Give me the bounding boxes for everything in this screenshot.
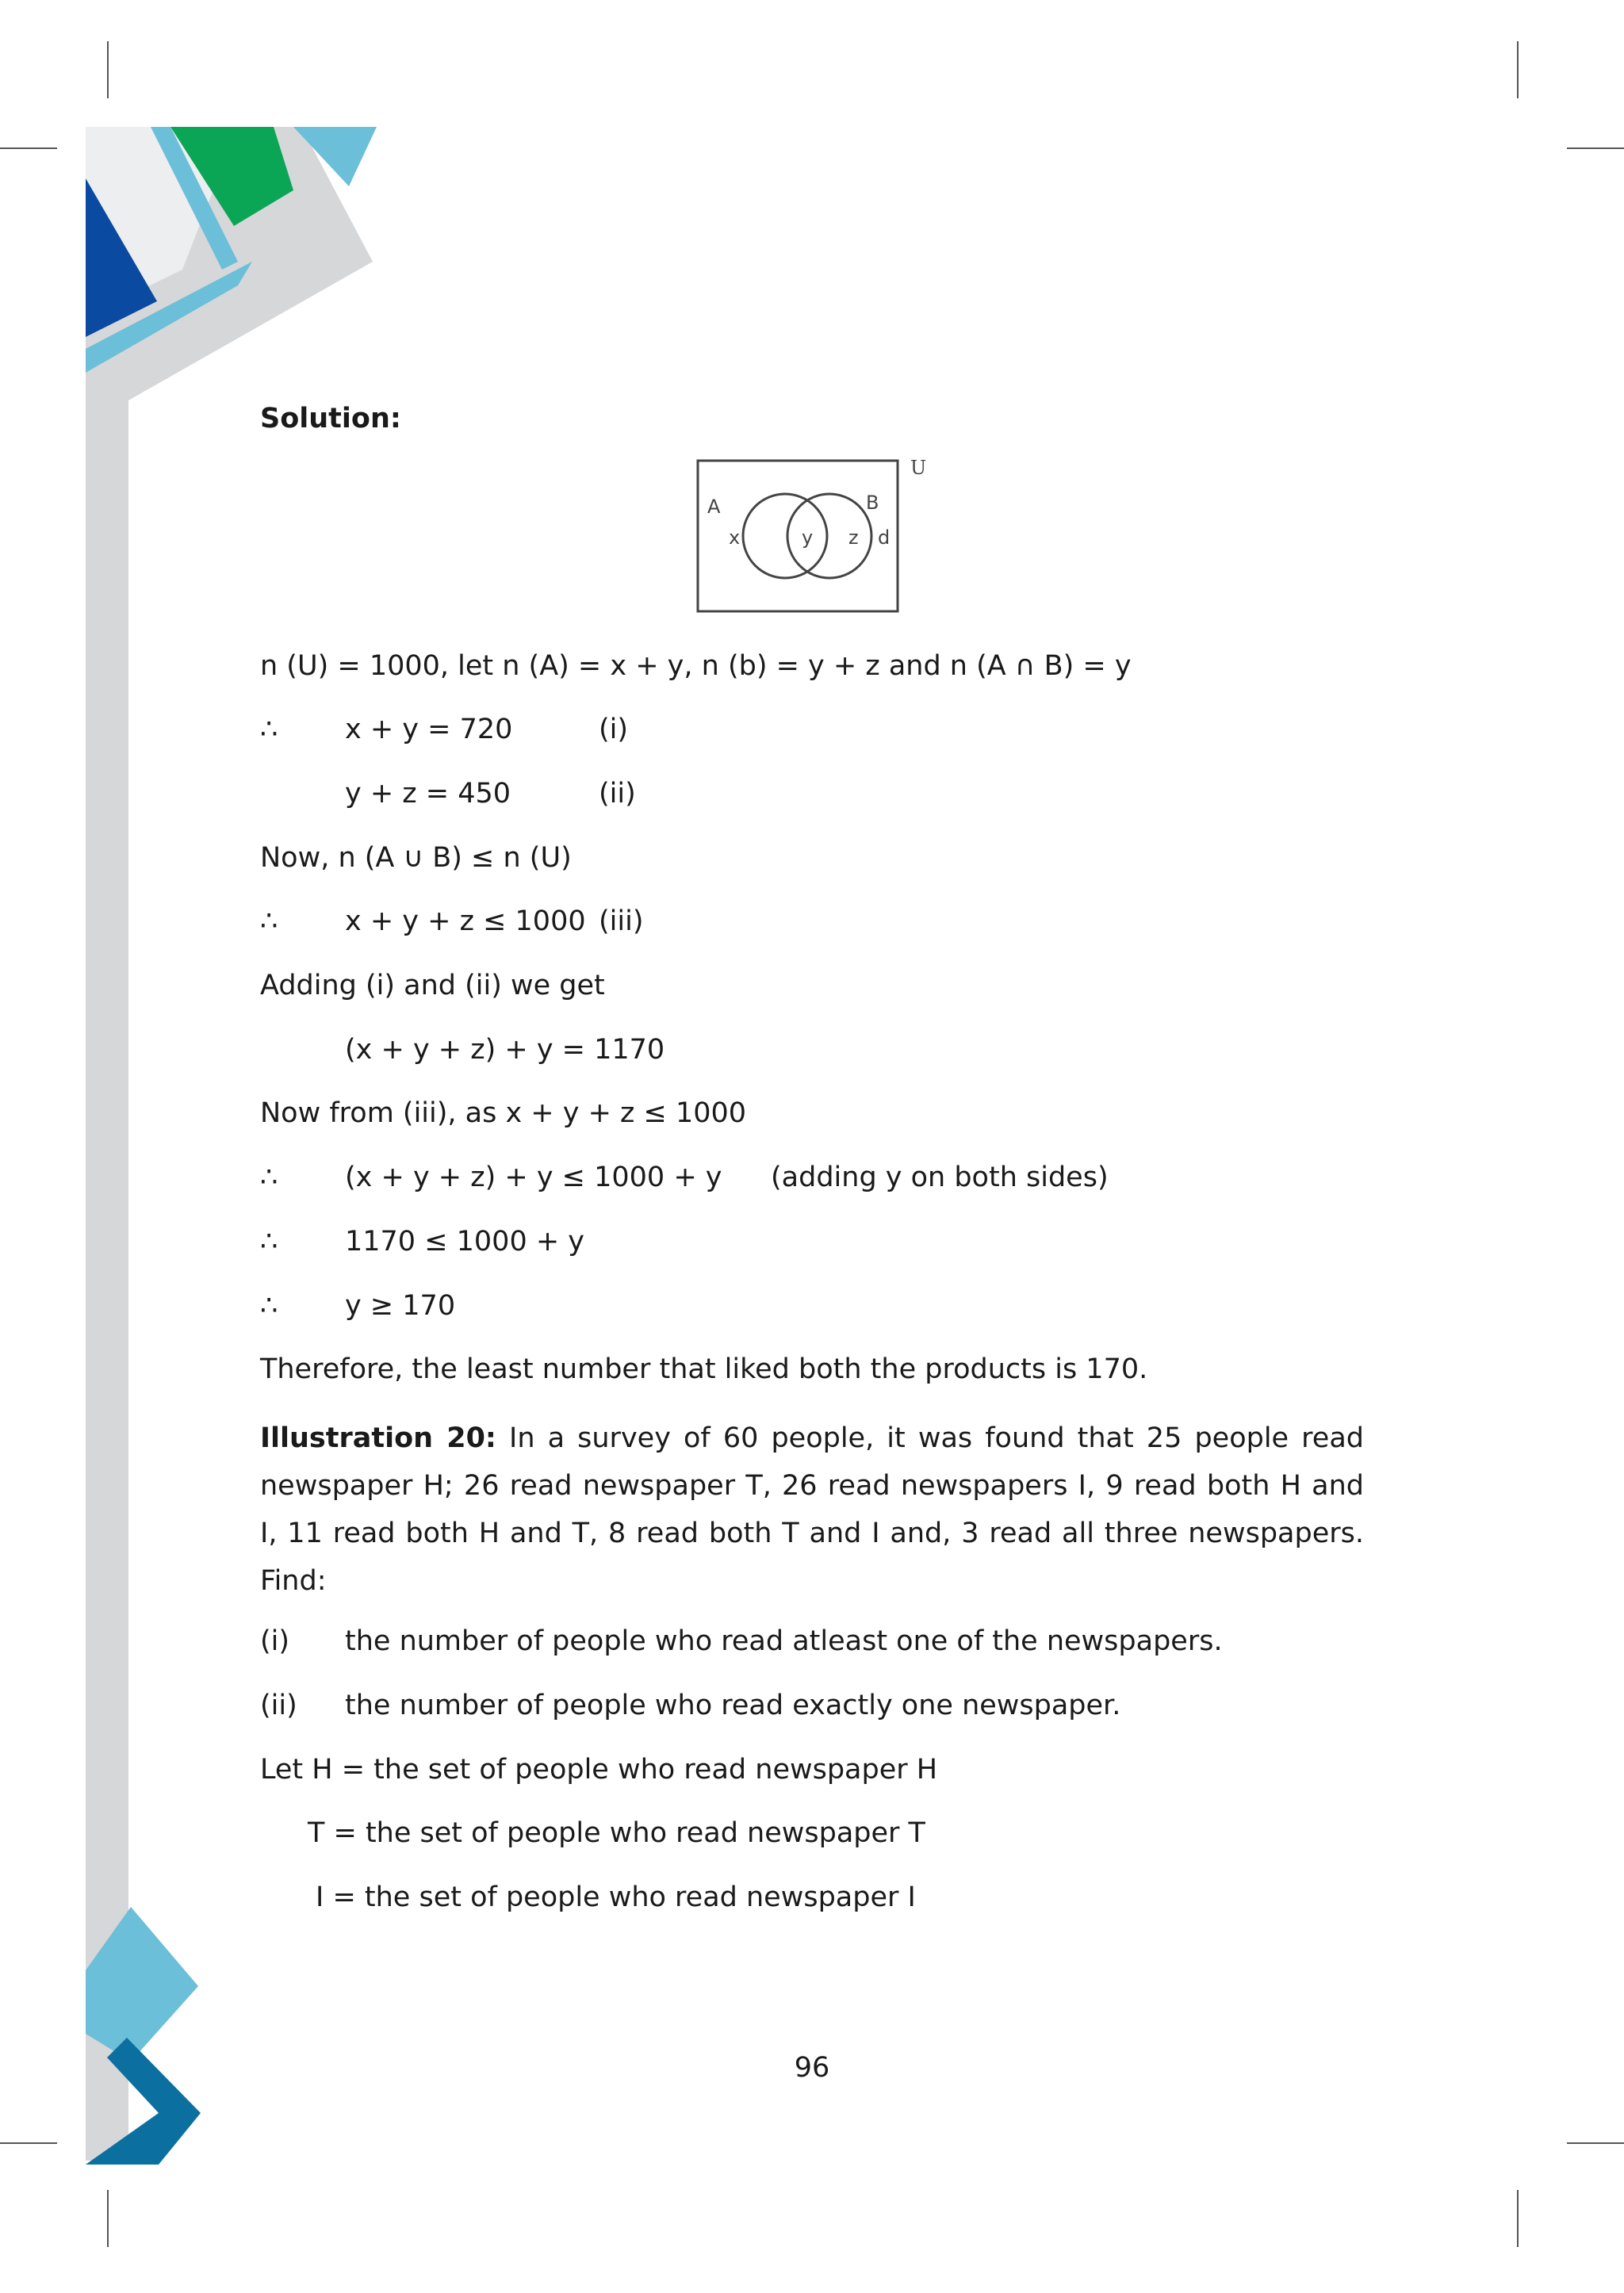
equation-ii-ref: (ii): [599, 778, 636, 810]
therefore-symbol: ∴: [260, 905, 278, 937]
inequality-result: 1170 ≤ 1000 + y: [345, 1226, 585, 1258]
equation-i-ref: (i): [599, 714, 629, 745]
crop-mark: [1567, 2142, 1624, 2144]
therefore-symbol: ∴: [260, 714, 278, 745]
union-bound-line: Now, n (A ∪ B) ≤ n (U): [260, 842, 572, 874]
left-margin-strip: [86, 127, 128, 2161]
page-number: 96: [794, 2052, 830, 2084]
page-decoration: [0, 0, 412, 2293]
crop-mark: [1517, 41, 1519, 98]
set-a-circle: [743, 494, 827, 578]
illustration-paragraph: [260, 1414, 1364, 1605]
final-inequality: y ≥ 170: [345, 1290, 456, 1322]
equation-i: x + y = 720: [345, 714, 513, 745]
conclusion-line: Therefore, the least number that liked both the products is 170.: [260, 1353, 1148, 1385]
venn-diagram: [696, 458, 950, 617]
question-ii-number: (ii): [260, 1690, 297, 1721]
inequality-step: (x + y + z) + y ≤ 1000 + y: [345, 1162, 722, 1193]
equation-iii: x + y + z ≤ 1000: [345, 905, 586, 937]
therefore-symbol: ∴: [260, 1162, 278, 1193]
crop-mark: [1567, 147, 1624, 149]
now-from-line: Now from (iii), as x + y + z ≤ 1000: [260, 1097, 747, 1129]
set-b-label: B: [866, 492, 879, 514]
illustration-label: Illustration 20:: [260, 1422, 496, 1454]
equation-iii-ref: (iii): [599, 905, 644, 937]
definition-t: T = the set of people who read newspaper T: [308, 1817, 925, 1849]
given-values-line: n (U) = 1000, let n (A) = x + y, n (b) = y + z and n (A ∩ B) = y: [260, 650, 1132, 682]
definition-i: I = the set of people who read newspaper I: [316, 1881, 916, 1913]
therefore-symbol: ∴: [260, 1226, 278, 1258]
region-d-label: d: [878, 526, 891, 549]
solution-heading: Solution:: [260, 403, 401, 434]
region-y-label: y: [802, 526, 814, 549]
definition-h: Let H = the set of people who read newspaper H: [260, 1754, 938, 1786]
region-z-label: z: [848, 526, 859, 549]
equation-ii: y + z = 450: [345, 778, 511, 810]
inequality-note: (adding y on both sides): [771, 1162, 1109, 1193]
set-a-label: A: [707, 496, 721, 518]
set-b-circle: [787, 494, 871, 578]
crop-mark: [1517, 2190, 1519, 2247]
question-ii-text: the number of people who read exactly one newspaper.: [345, 1690, 1121, 1721]
therefore-symbol: ∴: [260, 1290, 278, 1322]
adding-line: Adding (i) and (ii) we get: [260, 970, 605, 1001]
region-x-label: x: [729, 526, 741, 549]
illustration-text: In a survey of 60 people, it was found that 25 people read newspaper H; 26 read newspaper T, 26 read newspapers I, 9 read both H and I, 11 read both H and T, 8 read both T and I and, 3 read all three newspapers. Find:: [260, 1422, 1364, 1597]
sum-equation: (x + y + z) + y = 1170: [345, 1034, 665, 1066]
question-i-text: the number of people who read atleast one of the newspapers.: [345, 1625, 1223, 1657]
universe-box: [698, 461, 898, 611]
question-i-number: (i): [260, 1625, 290, 1657]
universe-label: U: [910, 458, 927, 479]
